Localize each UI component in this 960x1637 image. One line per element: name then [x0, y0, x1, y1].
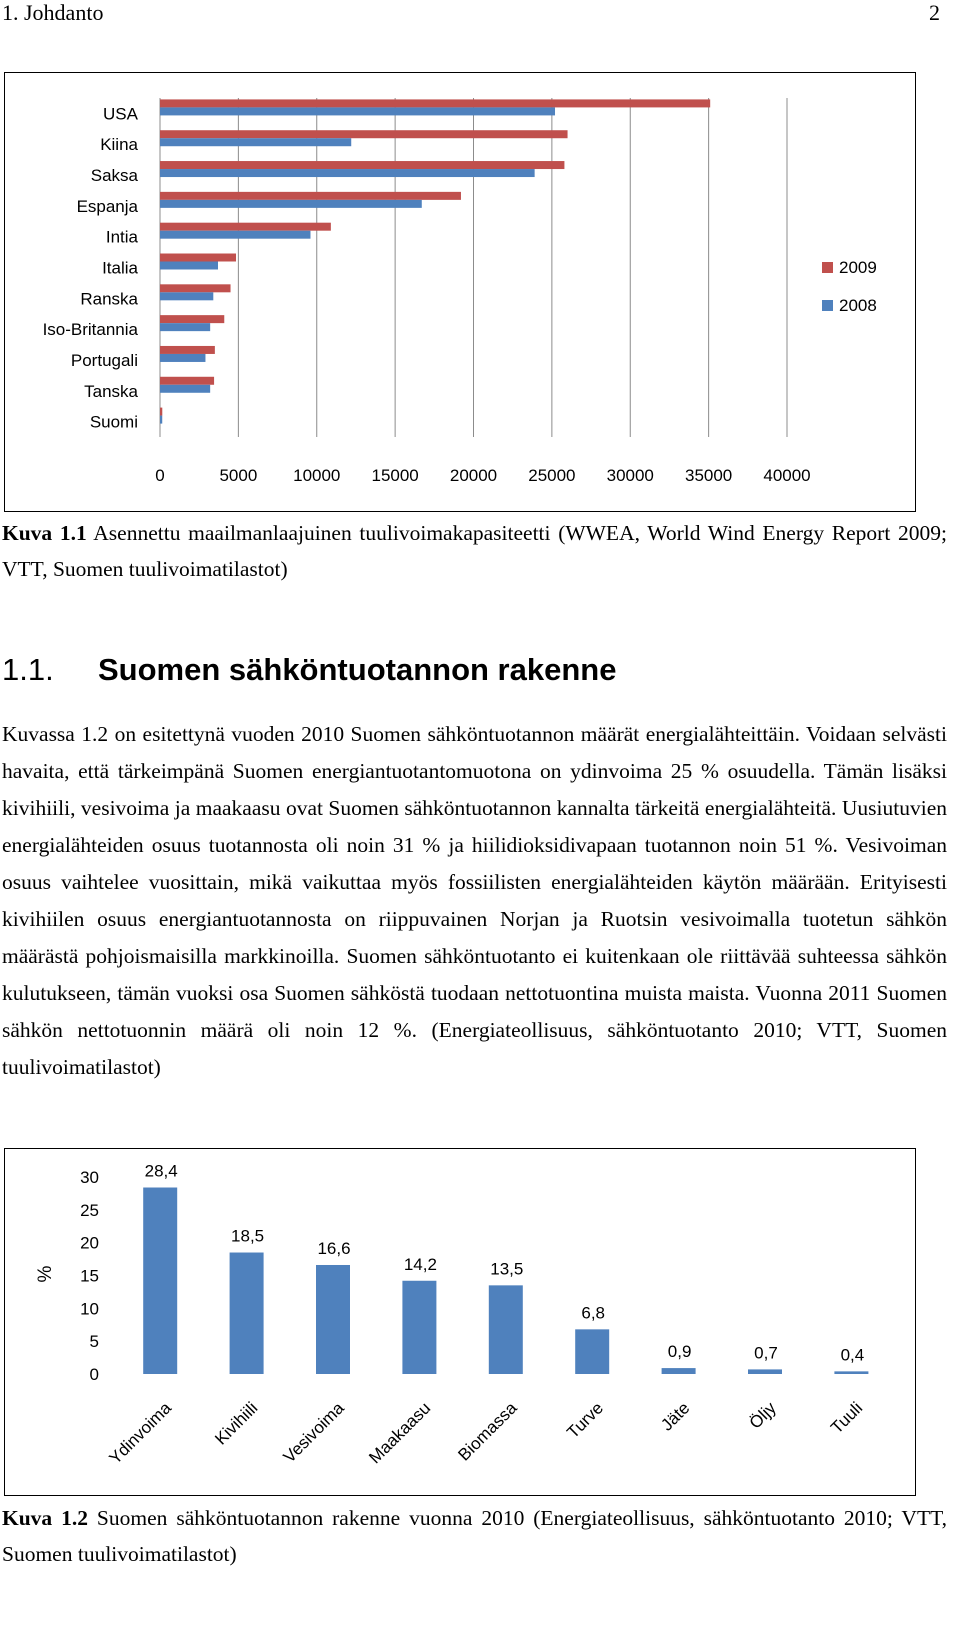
- data-label: 0,7: [754, 1343, 778, 1363]
- bar: [143, 1188, 177, 1374]
- bar: [662, 1368, 696, 1374]
- bar-2008: [160, 107, 555, 115]
- y-tick-label: 30: [80, 1168, 99, 1187]
- bar-2009: [160, 130, 568, 138]
- category-label: Italia: [102, 258, 138, 278]
- y-axis-label: %: [35, 1265, 56, 1283]
- category-label: Saksa: [90, 166, 138, 186]
- category-label: Tuuli: [827, 1398, 867, 1438]
- bar-2009: [160, 254, 236, 262]
- y-tick-label: 10: [80, 1299, 99, 1319]
- bar-2008: [160, 262, 218, 270]
- category-label: Öljy: [745, 1398, 780, 1433]
- figure-2-caption: [2, 1500, 947, 1572]
- figure-2-frame: [4, 1148, 916, 1496]
- bar-2009: [160, 377, 214, 385]
- bar: [230, 1253, 264, 1374]
- x-tick-label: 35000: [684, 466, 733, 485]
- bar-2008: [160, 169, 535, 177]
- category-label: Maakaasu: [365, 1398, 435, 1468]
- category-label: Iso-Britannia: [42, 320, 138, 340]
- bar-2009: [160, 223, 331, 231]
- figure-1-caption-text: Asennettu maailmanlaajuinen tuulivoimakapasiteetti (WWEA, World Wind Energy Report 2009; VTT, Suomen tuulivoimatilastot): [2, 521, 947, 581]
- category-label: Vesivoima: [279, 1398, 348, 1467]
- data-label: 18,5: [231, 1226, 265, 1246]
- figure-2-caption-text: Suomen sähköntuotannon rakenne vuonna 2010 (Energiateollisuus, sähköntuotanto 2010; VTT, Suomen tuulivoimatilastot): [2, 1506, 947, 1566]
- section-number: 1.1.: [2, 652, 54, 687]
- bar-2009: [160, 161, 564, 169]
- legend-swatch: [822, 262, 833, 273]
- y-tick-label: 15: [80, 1266, 99, 1286]
- category-label: USA: [103, 104, 138, 124]
- y-tick-label: 5: [89, 1332, 99, 1352]
- bar-2009: [160, 346, 215, 354]
- bar-2008: [160, 323, 210, 331]
- data-label: 0,4: [840, 1345, 865, 1365]
- bar-2008: [160, 354, 205, 362]
- bar-2008: [160, 138, 351, 146]
- figure-1-caption-label: Kuva 1.1: [2, 521, 87, 545]
- figure-1-frame: [4, 72, 916, 512]
- bar-2009: [160, 99, 710, 107]
- bar-2008: [160, 385, 210, 393]
- category-label: Intia: [105, 227, 138, 247]
- category-label: Biomassa: [454, 1398, 521, 1465]
- data-label: 16,6: [317, 1238, 351, 1258]
- bar-2008: [160, 231, 310, 239]
- x-tick-label: 20000: [449, 466, 498, 485]
- y-tick-label: 0: [89, 1365, 99, 1384]
- x-tick-label: 25000: [528, 466, 576, 485]
- bar: [316, 1265, 350, 1374]
- data-label: 0,9: [667, 1342, 692, 1362]
- figure-2-caption-label: Kuva 1.2: [2, 1506, 88, 1530]
- category-label: Kivihiili: [211, 1398, 262, 1449]
- bar: [489, 1285, 523, 1374]
- data-label: 14,2: [403, 1254, 437, 1274]
- page-header: [0, 0, 940, 28]
- category-label: Ydinvoima: [105, 1398, 176, 1468]
- data-label: 28,4: [144, 1161, 178, 1181]
- category-label: Jäte: [657, 1398, 694, 1435]
- x-tick-label: 0: [155, 466, 165, 485]
- category-label: Turve: [563, 1398, 608, 1443]
- figure-1-caption: [2, 515, 947, 587]
- category-label: Suomi: [89, 412, 138, 432]
- bar: [748, 1369, 782, 1374]
- data-label: 13,5: [490, 1259, 524, 1279]
- x-tick-label: 40000: [763, 466, 811, 485]
- bar-2008: [160, 292, 213, 300]
- chapter-heading: 1. Johdanto: [2, 0, 104, 25]
- section-title: Suomen sähköntuotannon rakenne: [98, 652, 617, 687]
- legend-label: 2008: [839, 296, 877, 315]
- bar-2008: [160, 200, 422, 208]
- x-tick-label: 10000: [293, 466, 341, 485]
- category-label: Espanja: [76, 196, 138, 216]
- section-heading: [2, 652, 616, 688]
- bar-2008: [160, 416, 162, 424]
- wind-capacity-chart: [5, 73, 915, 511]
- legend-label: 2009: [839, 258, 877, 277]
- page-number: 2: [929, 0, 940, 25]
- category-label: Tanska: [84, 381, 138, 401]
- category-label: Portugali: [70, 350, 138, 370]
- electricity-production-chart: [5, 1149, 915, 1495]
- bar-2009: [160, 192, 461, 200]
- bar-2009: [160, 408, 162, 416]
- x-tick-label: 15000: [371, 466, 419, 485]
- data-label: 6,8: [581, 1303, 606, 1323]
- bar: [402, 1281, 436, 1374]
- x-tick-label: 30000: [606, 466, 654, 485]
- y-tick-label: 25: [80, 1200, 99, 1220]
- section-paragraph: Kuvassa 1.2 on esitettynä vuoden 2010 Suomen sähköntuotannon määrät energialähteittäin. Voidaan selvästi havaita, että tärkeimpänä Suomen energiantuotantomuotona on ydinvoima 25 % osuudella. Tämän lisäksi kivihiili, vesivoima ja maakaasu ovat Suomen sähköntuotannon kannalta tärkeitä energialähteitä. Uusiutuvien energialähteiden osuus tuotannosta oli noin 31 % ja hiilidioksidivapaan tuotannon noin 51 %. Vesivoiman osuus vaihtelee vuosittain, mikä vaikuttaa myös fossiilisten energialähteiden käytön määrään. Erityisesti kivihiilen osuus energiantuotannosta on riippuvainen Norjan ja Ruotsin vesivoimalla tuotetun sähkön määrästä pohjoismaisilla markkinoilla. Suomen sähköntuotanto ei kuitenkaan ole riittävää suhteessa sähkön kulutukseen, tämän vuoksi osa Suomen sähköstä tuodaan nettotuontina muista maista. Vuonna 2011 Suomen sähkön nettotuonnin määrä oli noin 12 %. (Energiateollisuus, sähköntuotanto 2010; VTT, Suomen tuulivoimatilastot): [2, 722, 947, 1079]
- category-label: Kiina: [100, 135, 138, 155]
- x-tick-label: 5000: [219, 466, 258, 485]
- bar-2009: [160, 315, 224, 323]
- bar: [575, 1329, 609, 1374]
- legend-swatch: [822, 300, 833, 311]
- y-tick-label: 20: [80, 1233, 99, 1253]
- bar-2009: [160, 284, 231, 292]
- category-label: Ranska: [80, 289, 138, 309]
- bar: [834, 1371, 868, 1374]
